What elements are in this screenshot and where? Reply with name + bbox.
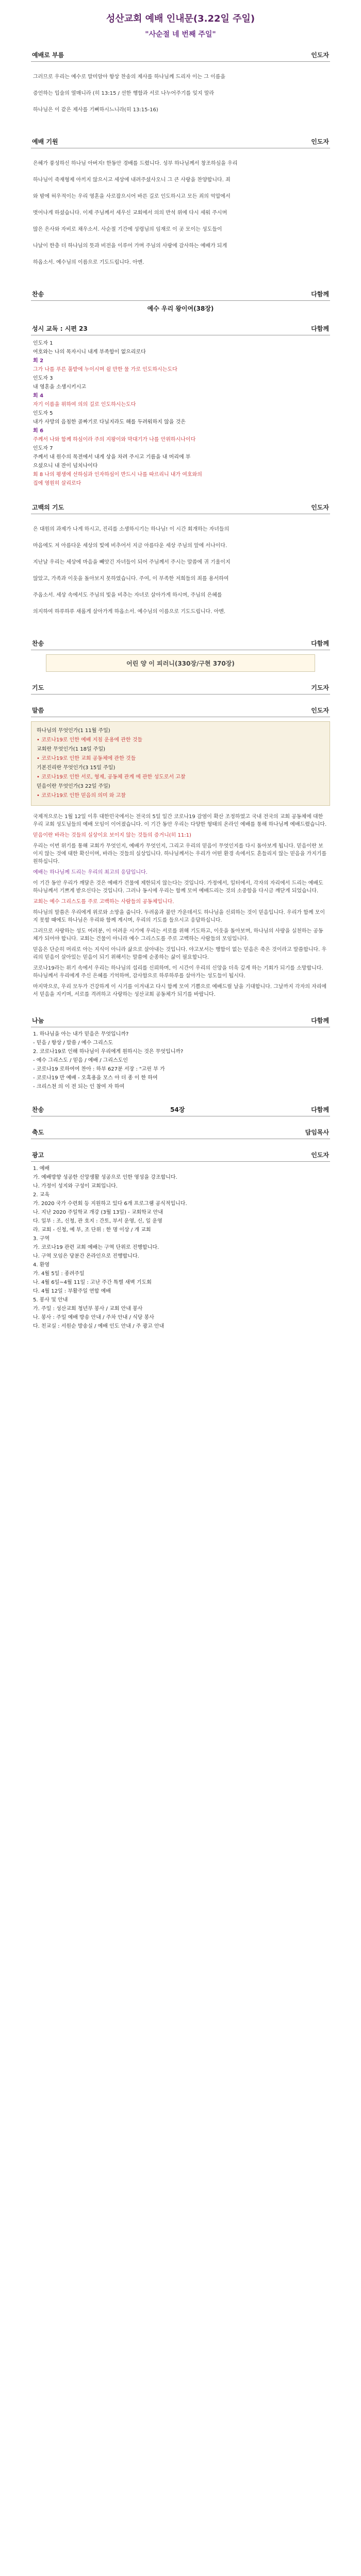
- blessing-leader: 담임목사: [305, 1129, 329, 1136]
- bulletin-header: [31, 0, 330, 39]
- section-prayer-rep: [31, 501, 330, 628]
- worship-invite-text: [31, 62, 330, 126]
- prayer-rep-text: [31, 514, 330, 628]
- hymn3-leader: 다함께: [311, 1106, 329, 1113]
- text-line: 하나님은 이 같은 제사를 기뻐하시느니라(히 13:15-16): [33, 107, 158, 113]
- sermon-highlight: 믿음이란 바라는 것들의 실상이요 보이지 않는 것들의 증거니(히 11:1): [33, 833, 191, 838]
- text-line: 그러므로 우리는 예수로 말미암아 항상 찬송의 제사를 하나님께 드리자 이는 그 이름을: [33, 74, 226, 80]
- responsive-leader: 다함께: [311, 325, 329, 332]
- notice-line: 가. 2020 국가 수련회 등 지원하고 있다 6개 프로그램 공식적입니다.: [33, 1201, 187, 1207]
- text-line: 주옵소서. 세상 속에서도 주님의 빛을 비추는 자녀로 살아가게 하시며, 주님의 은혜를: [33, 592, 222, 598]
- notice-line: 가. 코로나19 관련 교회 예배는 구역 단위로 진행합니다.: [33, 1245, 159, 1250]
- hymn1-label: 찬송: [32, 291, 44, 298]
- responsive-line: 그가 나를 푸른 풀밭에 누이시며 쉴 만한 물 가로 인도하시는도다: [33, 367, 177, 372]
- sermon-paragraph: 믿음은 단순히 머리로 아는 지식이 아니라 삶으로 살아내는 것입니다. 야고보서는 행함이 없는 믿음은 죽은 것이라고 말씀합니다. 우리의 믿음이 살아있는 믿음이 되기 위해서는 말씀에 순종하는 삶이 필요합니다.: [33, 947, 327, 960]
- reflection-line: - 코로나19 만 예배 - 오혹용을 모스 아 더 종 이 한 하여: [33, 1075, 158, 1081]
- reflection-line: - 코로나19 로하여여 찬아 : 하부 627분 서장 : "고린 부 가: [33, 1066, 165, 1072]
- reflection-lines: [31, 1027, 330, 1094]
- reflection-line: - 믿음 / 항상 / 말씀 / 예수 그리스도: [33, 1040, 113, 1046]
- notice-line: 나. 봉사 : 주일 예배 방송 안내 / 주차 안내 / 식당 봉사: [33, 1315, 154, 1320]
- section-notices: [31, 1148, 330, 1333]
- responsive-line: 주께서 내 원수의 목전에서 내게 상을 차려 주시고 기름을 내 머리에 부: [33, 454, 191, 460]
- scripture-series-line: 믿음이란 무엇인가(3 22일 주일): [37, 784, 110, 789]
- hymn1-leader: 다함께: [311, 291, 329, 298]
- section-responsive: [31, 322, 330, 492]
- hymn1-title: 예수 우리 왕이여(38장): [147, 305, 214, 312]
- responsive-line: 자기 이름을 위하여 의의 길로 인도하시는도다: [33, 402, 136, 408]
- notice-line: 가. 주일 : 성산교회 청년부 봉사 / 교회 안내 봉사: [33, 1306, 143, 1312]
- text-line: 증언하는 입술의 열매니라 (히 13:15 / 선한 행함과 서로 나누어주기를 잊지 말라: [33, 91, 215, 96]
- sermon-highlight: 교회는 예수 그리스도를 주로 고백하는 사람들의 공동체입니다.: [33, 899, 174, 905]
- notice-line: 나. 가정이 성지와 구성이 교회입니다.: [33, 1183, 118, 1189]
- notice-line: 가. 4월 5일 : 종려주일: [33, 1271, 85, 1277]
- reflection-line: 2. 코로나19로 인해 하나님이 우리에게 원하시는 것은 무엇입니까?: [33, 1049, 184, 1055]
- text-line: 마음에도 저 아름다운 세상의 빛에 비추어서 지금 아름다운 세상 주님의 앞에 서나이다.: [33, 543, 227, 549]
- worship-invite-leader: 인도자: [311, 52, 329, 59]
- notice-line: 나. 구역 모임은 당분간 온라인으로 진행합니다.: [33, 1253, 139, 1259]
- hymn3-number: 54장: [170, 1106, 185, 1113]
- responsive-line: 회 2: [33, 358, 44, 364]
- bulletin-title: 성산교회 예배 인내문(3.22일 주일): [106, 13, 255, 24]
- notice-line: 나. 지난 2020 주일학교 개강 (3월 13일) - 교회학교 안내: [33, 1210, 163, 1215]
- sermon-paragraph: 이 기간 동안 우리가 깨달은 것은 예배가 건물에 제한되지 않는다는 것입니다. 가정에서, 일터에서, 각자의 자리에서 드리는 예배도 하나님께서 기쁘게 받으신다는 것입니다. 그러나 동시에 우리는 함께 모여 예배드리는 것의 소중함을 다시금 깨닫게 되었습니다.: [33, 880, 323, 894]
- sermon-paragraph: 우리는 이번 위기를 통해 교회가 무엇인지, 예배가 무엇인지, 그리고 우리의 믿음이 무엇인지를 다시 돌아보게 됩니다. 믿음이란 보이지 않는 것에 대한 확신이며, 바라는 것들의 실상입니다. 하나님께서는 우리가 어떤 환경 속에서도 흔들리지 않는 믿음을 가지기를 원하십니다.: [33, 843, 327, 865]
- notice-line: 3. 구역: [33, 1236, 50, 1242]
- section-hymn2: [31, 637, 330, 672]
- notice-line: 라. 교회 - 신청, 예 부, 조 단위 : 한 명 이상 / 개 교회: [33, 1227, 151, 1233]
- notice-line: 1. 예배: [33, 1166, 50, 1172]
- scripture-series-line: • 코로나19로 인한 서로, 형제, 공동체 관계 에 관한 성도로서 고찰: [37, 774, 186, 780]
- prayer-rep-leader: 인도자: [311, 504, 329, 511]
- scripture-series-line: 하나님의 무엇인가(1 11월 주일): [37, 728, 110, 734]
- section-worship-invite: [31, 48, 330, 126]
- responsive-line: 내가 사망의 음침한 골짜기로 다닐지라도 해를 두려워하지 않을 것은: [33, 419, 186, 425]
- sermon-paragraph: 국제적으로는 1월 12일 이후 대한민국에서는 전국의 5일 일간 코로나19 감염이 확산 조정하였고 국내 전국의 교회 공동체에 대한 우리 교회 성도님들의 예배 모임이 이어졌습니다. 이 기간 동안 우리는 다양한 형태의 온라인 예배를 통해 하나님께 예배드렸습니다.: [33, 814, 327, 827]
- notice-line: 다. 일부 : 조, 신청, 관 호지 : 간토, 부서 운영, 신, 일 운영: [33, 1218, 162, 1224]
- worship-invite-label: 예배로 부름: [32, 52, 64, 59]
- section-hymn3: [31, 1103, 330, 1116]
- notices-leader: 인도자: [311, 1151, 329, 1159]
- responsive-line: 집에 영원히 살리로다: [33, 481, 81, 486]
- pray-leader: 기도자: [311, 684, 329, 691]
- notice-line: 5. 봉사 및 안내: [33, 1297, 68, 1303]
- hymn2-label: 찬송: [32, 640, 44, 647]
- responsive-line: 회 6: [33, 428, 44, 434]
- reflection-label: 나눔: [32, 1017, 44, 1024]
- text-line: 의지하여 하루하루 새롭게 살아가게 하옵소서. 예수님의 이름으로 기도드립니다. 아멘.: [33, 609, 226, 615]
- responsive-line: 인도자 3: [33, 376, 53, 381]
- prayer-open-label: 예배 기원: [32, 138, 58, 145]
- prayer-rep-label: 고백의 기도: [32, 504, 64, 511]
- notice-line: 다. 4월 12일 : 부활주일 연합 예배: [33, 1289, 111, 1294]
- section-prayer-open: [31, 135, 330, 278]
- notice-line: 다. 친교실 : 서원순 방송실 / 예배 인도 안내 / 주 광고 안내: [33, 1324, 165, 1329]
- responsive-line: 주께서 나와 함께 하심이라 주의 지팡이와 막대기가 나를 안위하시나이다: [33, 437, 196, 443]
- notices-label: 광고: [32, 1151, 44, 1159]
- sermon-paragraph: 그러므로 사랑하는 성도 여러분, 이 어려운 시기에 우리는 서로를 위해 기도하고, 이웃을 돌아보며, 하나님의 사랑을 실천하는 공동체가 되어야 합니다. 교회는 건물이 아니라 예수 그리스도를 주로 고백하는 사람들의 모임입니다.: [33, 928, 323, 942]
- sermon-highlight: 예배는 하나님께 드리는 우리의 최고의 응답입니다.: [33, 870, 147, 875]
- hymn2-title: 어린 양 이 피러니(330장/구현 370장): [46, 654, 315, 672]
- notice-line: 2. 교육: [33, 1192, 50, 1198]
- text-line: 와 밤에 허우적이는 우리 영혼을 사로잡으시어 바른 길로 인도하시고 모든 죄의 억압에서: [33, 194, 231, 199]
- scripture-series-box: [31, 721, 330, 806]
- reflection-line: 1. 하나님을 아는 내가 믿음은 무엇입니까?: [33, 1031, 129, 1037]
- text-line: 하나님이 죽재형제 아끼지 않으시고 세상에 내려주셨사오니 그 큰 사랑을 찬양합니다. 죄: [33, 177, 231, 183]
- bulletin-subtitle: "사순절 네 번째 주일": [145, 30, 216, 39]
- section-scripture: [31, 704, 330, 1005]
- hymn2-leader: 다함께: [311, 640, 329, 647]
- notice-line: 가. 예배방향 성공한 신앙생활 성공으로 인한 영성을 강조합니다.: [33, 1175, 177, 1180]
- reflection-line: - 예수 그리스도 / 믿음 / 예배 / 그리스도인: [33, 1058, 128, 1063]
- scripture-series-line: • 코로나19로 인한 믿음의 의미 와 고찰: [37, 793, 126, 799]
- section-blessing: [31, 1126, 330, 1139]
- text-line: 하옵소서. 예수님의 이름으로 기도드립니다. 아멘.: [33, 260, 144, 265]
- text-line: 벗어나게 하셨습니다. 이제 주님께서 세우신 교회에서 의의 반석 위에 다시 세워 주시며: [33, 210, 227, 216]
- scripture-series-line: 기본진리란 무엇인가(3 15일 주일): [37, 765, 116, 771]
- responsive-line: 회 8 나의 평생에 선하심과 인자하심이 반드시 나를 따르리니 내가 여호와의: [33, 472, 202, 478]
- notice-line: 나. 4월 6일~4월 11일 : 고난 주간 특별 새벽 기도회: [33, 1280, 152, 1285]
- scripture-label: 말씀: [32, 707, 44, 714]
- section-pray: [31, 681, 330, 694]
- text-line: 나날이 한층 더 하나님의 뜻과 비전을 이루어 가며 주님의 사랑에 감사하는 예배가 되게: [33, 243, 227, 249]
- responsive-label: 성시 교독 : 시편 23: [32, 325, 88, 332]
- sermon-paragraph: 마지막으로, 우리 모두가 건강하게 이 시기를 이겨내고 다시 함께 모여 기쁨으로 예배드릴 날을 기대합니다. 그날까지 각자의 자리에서 믿음을 지키며, 서로를 격려하고 사랑하는 성산교회 공동체가 되기를 바랍니다.: [33, 984, 327, 997]
- section-hymn1: [31, 287, 330, 313]
- hymn3-label: 찬송: [32, 1106, 44, 1113]
- reflection-leader: 다함께: [311, 1017, 329, 1024]
- blessing-label: 축도: [32, 1129, 44, 1136]
- text-line: 많은 은사와 자비로 채우소서. 사순절 기간에 성령님의 임재로 이 곳 모이는 성도들이: [33, 227, 222, 232]
- text-line: 않았고, 가족과 이웃을 돌아보지 못하였습니다. 주여, 이 부족한 저희들의 죄를 용서하여: [33, 576, 229, 582]
- responsive-line: 으셨으니 내 잔이 넘치나이다: [33, 463, 98, 469]
- notice-line: 4. 환영: [33, 1262, 50, 1268]
- section-reflection: [31, 1014, 330, 1094]
- sermon-paragraph: 하나님의 말씀은 우리에게 위로와 소망을 줍니다. 두려움과 불안 가운데서도 하나님을 신뢰하는 것이 믿음입니다. 우리가 함께 모이지 못할 때에도 하나님은 우리와 함께 계시며, 우리의 기도를 들으시고 응답하십니다.: [33, 910, 325, 923]
- pray-label: 기도: [32, 684, 44, 691]
- responsive-lines: [31, 335, 330, 492]
- responsive-line: 인도자 1: [33, 341, 53, 346]
- responsive-line: 인도자 7: [33, 446, 53, 451]
- reflection-line: - 크리스천 의 이 전 되는 인 참여 자 하여: [33, 1084, 125, 1090]
- sermon-body: [31, 810, 330, 1005]
- prayer-open-text: [31, 148, 330, 278]
- sermon-paragraph: 코로나19라는 위기 속에서 우리는 하나님의 섭리를 신뢰하며, 이 시간이 우리의 신앙을 더욱 깊게 하는 기회가 되기를 소망합니다. 하나님께서 우리에게 주신 은혜를 기억하며, 감사함으로 하루하루를 살아가는 성도들이 됩시다.: [33, 965, 323, 979]
- prayer-open-leader: 인도자: [311, 138, 329, 145]
- responsive-line: 내 영혼을 소생시키시고: [33, 384, 86, 390]
- responsive-line: 여호와는 나의 목자시니 내게 부족함이 없으리로다: [33, 349, 146, 355]
- text-line: 지난날 우리는 세상에 마음을 빼앗긴 자녀들이 되어 주님께서 주시는 말씀에 귀 기울이지: [33, 560, 231, 565]
- scripture-series-line: • 코로나19로 인한 예배 지침 운용에 관한 것들: [37, 737, 143, 743]
- responsive-line: 인도자 5: [33, 411, 53, 416]
- scripture-series-line: • 코로나19로 인한 교회 공동체에 관한 것들: [37, 756, 136, 761]
- notice-lines: [31, 1162, 330, 1333]
- scripture-series-line: 교회란 무엇인가(1 18일 주일): [37, 747, 106, 752]
- text-line: 은혜가 풍성하신 하나님 아버지! 한동안 경배를 드렸니다. 성부 하나님께서 창조하심을 우리: [33, 161, 238, 166]
- scripture-leader: 인도자: [311, 707, 329, 714]
- responsive-line: 회 4: [33, 393, 44, 399]
- text-line: 은 대원의 과제가 나게 하시고, 진리를 소생하시기는 하나님! 이 시간 회개하는 자녀들의: [33, 527, 229, 532]
